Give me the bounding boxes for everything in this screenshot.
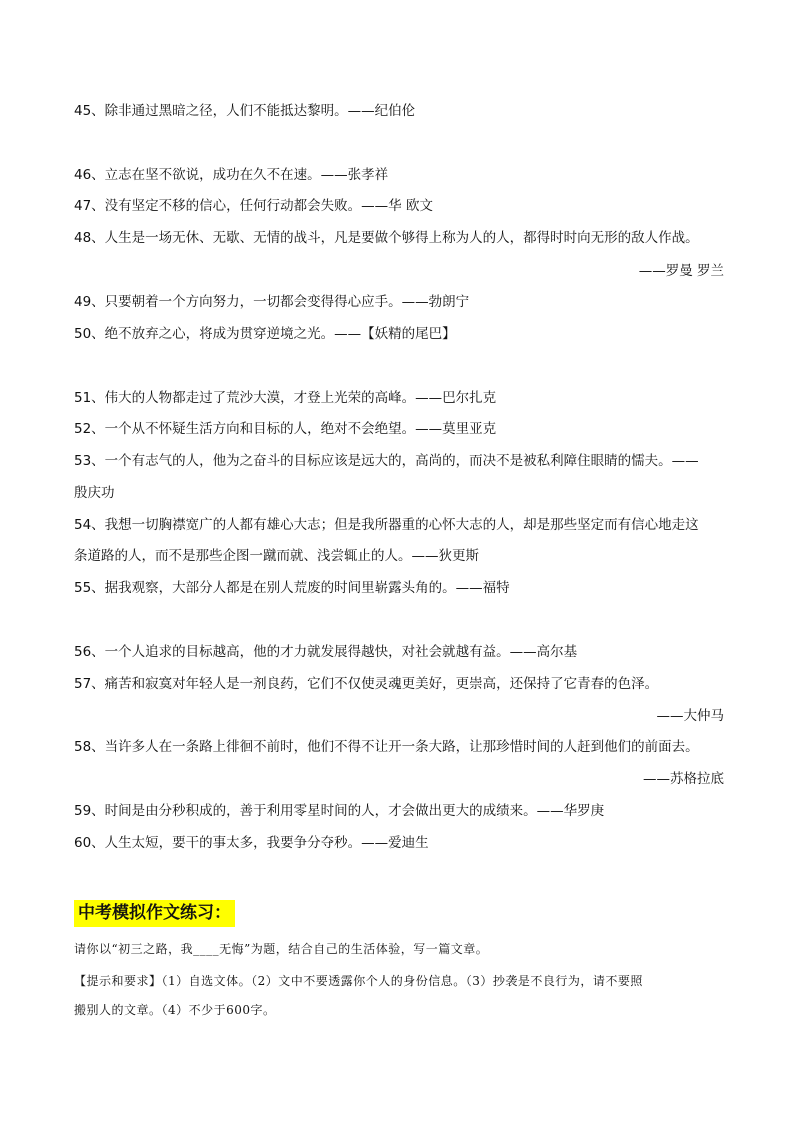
- essay-prompt: 请你以“初三之路，我____无悔”为题，结合自己的生活体验，写一篇文章。: [74, 942, 489, 956]
- quote-53-line2: 殷庆功: [74, 485, 115, 501]
- quote-48-author: ——罗曼 罗兰: [638, 263, 724, 279]
- quote-52: 52、一个从不怀疑生活方向和目标的人，绝对不会绝望。——莫里亚克: [74, 421, 497, 437]
- quote-47: 47、没有坚定不移的信心，任何行动都会失败。——华 欧文: [74, 198, 433, 214]
- quote-46: 46、立志在坚不欲说，成功在久不在速。——张孝祥: [74, 167, 389, 183]
- requirements-line1: 【提示和要求】（1）自选文体。（2）文中不要透露你个人的身份信息。（3）抄袭是不良行为，请不要照: [74, 974, 643, 988]
- quote-49: 49、只要朝着一个方向努力，一切都会变得得心应手。——勃朗宁: [74, 294, 470, 310]
- section-heading: 中考模拟作文练习：: [74, 900, 235, 927]
- quote-54-line2: 条道路的人，而不是那些企图一蹴而就、浅尝辄止的人。——狄更斯: [74, 548, 479, 564]
- quote-59: 59、时间是由分秒积成的，善于利用零星时间的人，才会做出更大的成绩来。——华罗庚: [74, 803, 605, 819]
- quote-58: 58、当许多人在一条路上徘徊不前时，他们不得不让开一条大路，让那珍惜时间的人赶到他们的前面去。: [74, 739, 699, 755]
- quote-54-line1: 54、我想一切胸襟宽广的人都有雄心大志；但是我所器重的心怀大志的人，却是那些坚定而有信心地走这: [74, 517, 699, 533]
- quote-57: 57、痛苦和寂寞对年轻人是一剂良药，它们不仅使灵魂更美好，更崇高，还保持了它青春的色泽。: [74, 676, 659, 692]
- quote-57-author: ——大仲马: [656, 708, 724, 724]
- quote-60: 60、人生太短，要干的事太多，我要争分夺秒。——爱迪生: [74, 835, 429, 851]
- quote-55: 55、据我观察，大部分人都是在别人荒废的时间里崭露头角的。——福特: [74, 580, 510, 596]
- quote-58-author: ——苏格拉底: [643, 771, 724, 787]
- quote-45: 45、除非通过黑暗之径，人们不能抵达黎明。——纪伯伦: [74, 103, 416, 119]
- quote-48: 48、人生是一场无休、无歇、无情的战斗，凡是要做个够得上称为人的人，都得时时向无形的敌人作战。: [74, 230, 699, 246]
- requirements-line2: 搬别人的文章。（4）不少于600字。: [74, 1003, 276, 1017]
- quote-53-line1: 53、一个有志气的人，他为之奋斗的目标应该是远大的，高尚的，而决不是被私利障住眼睛的懦夫。——: [74, 453, 699, 469]
- quote-51: 51、伟大的人物都走过了荒沙大漠，才登上光荣的高峰。——巴尔扎克: [74, 390, 497, 406]
- quote-50: 50、绝不放弃之心，将成为贯穿逆境之光。——【妖精的尾巴】: [74, 326, 456, 342]
- quote-56: 56、一个人追求的目标越高，他的才力就发展得越快，对社会就越有益。——高尔基: [74, 644, 578, 660]
